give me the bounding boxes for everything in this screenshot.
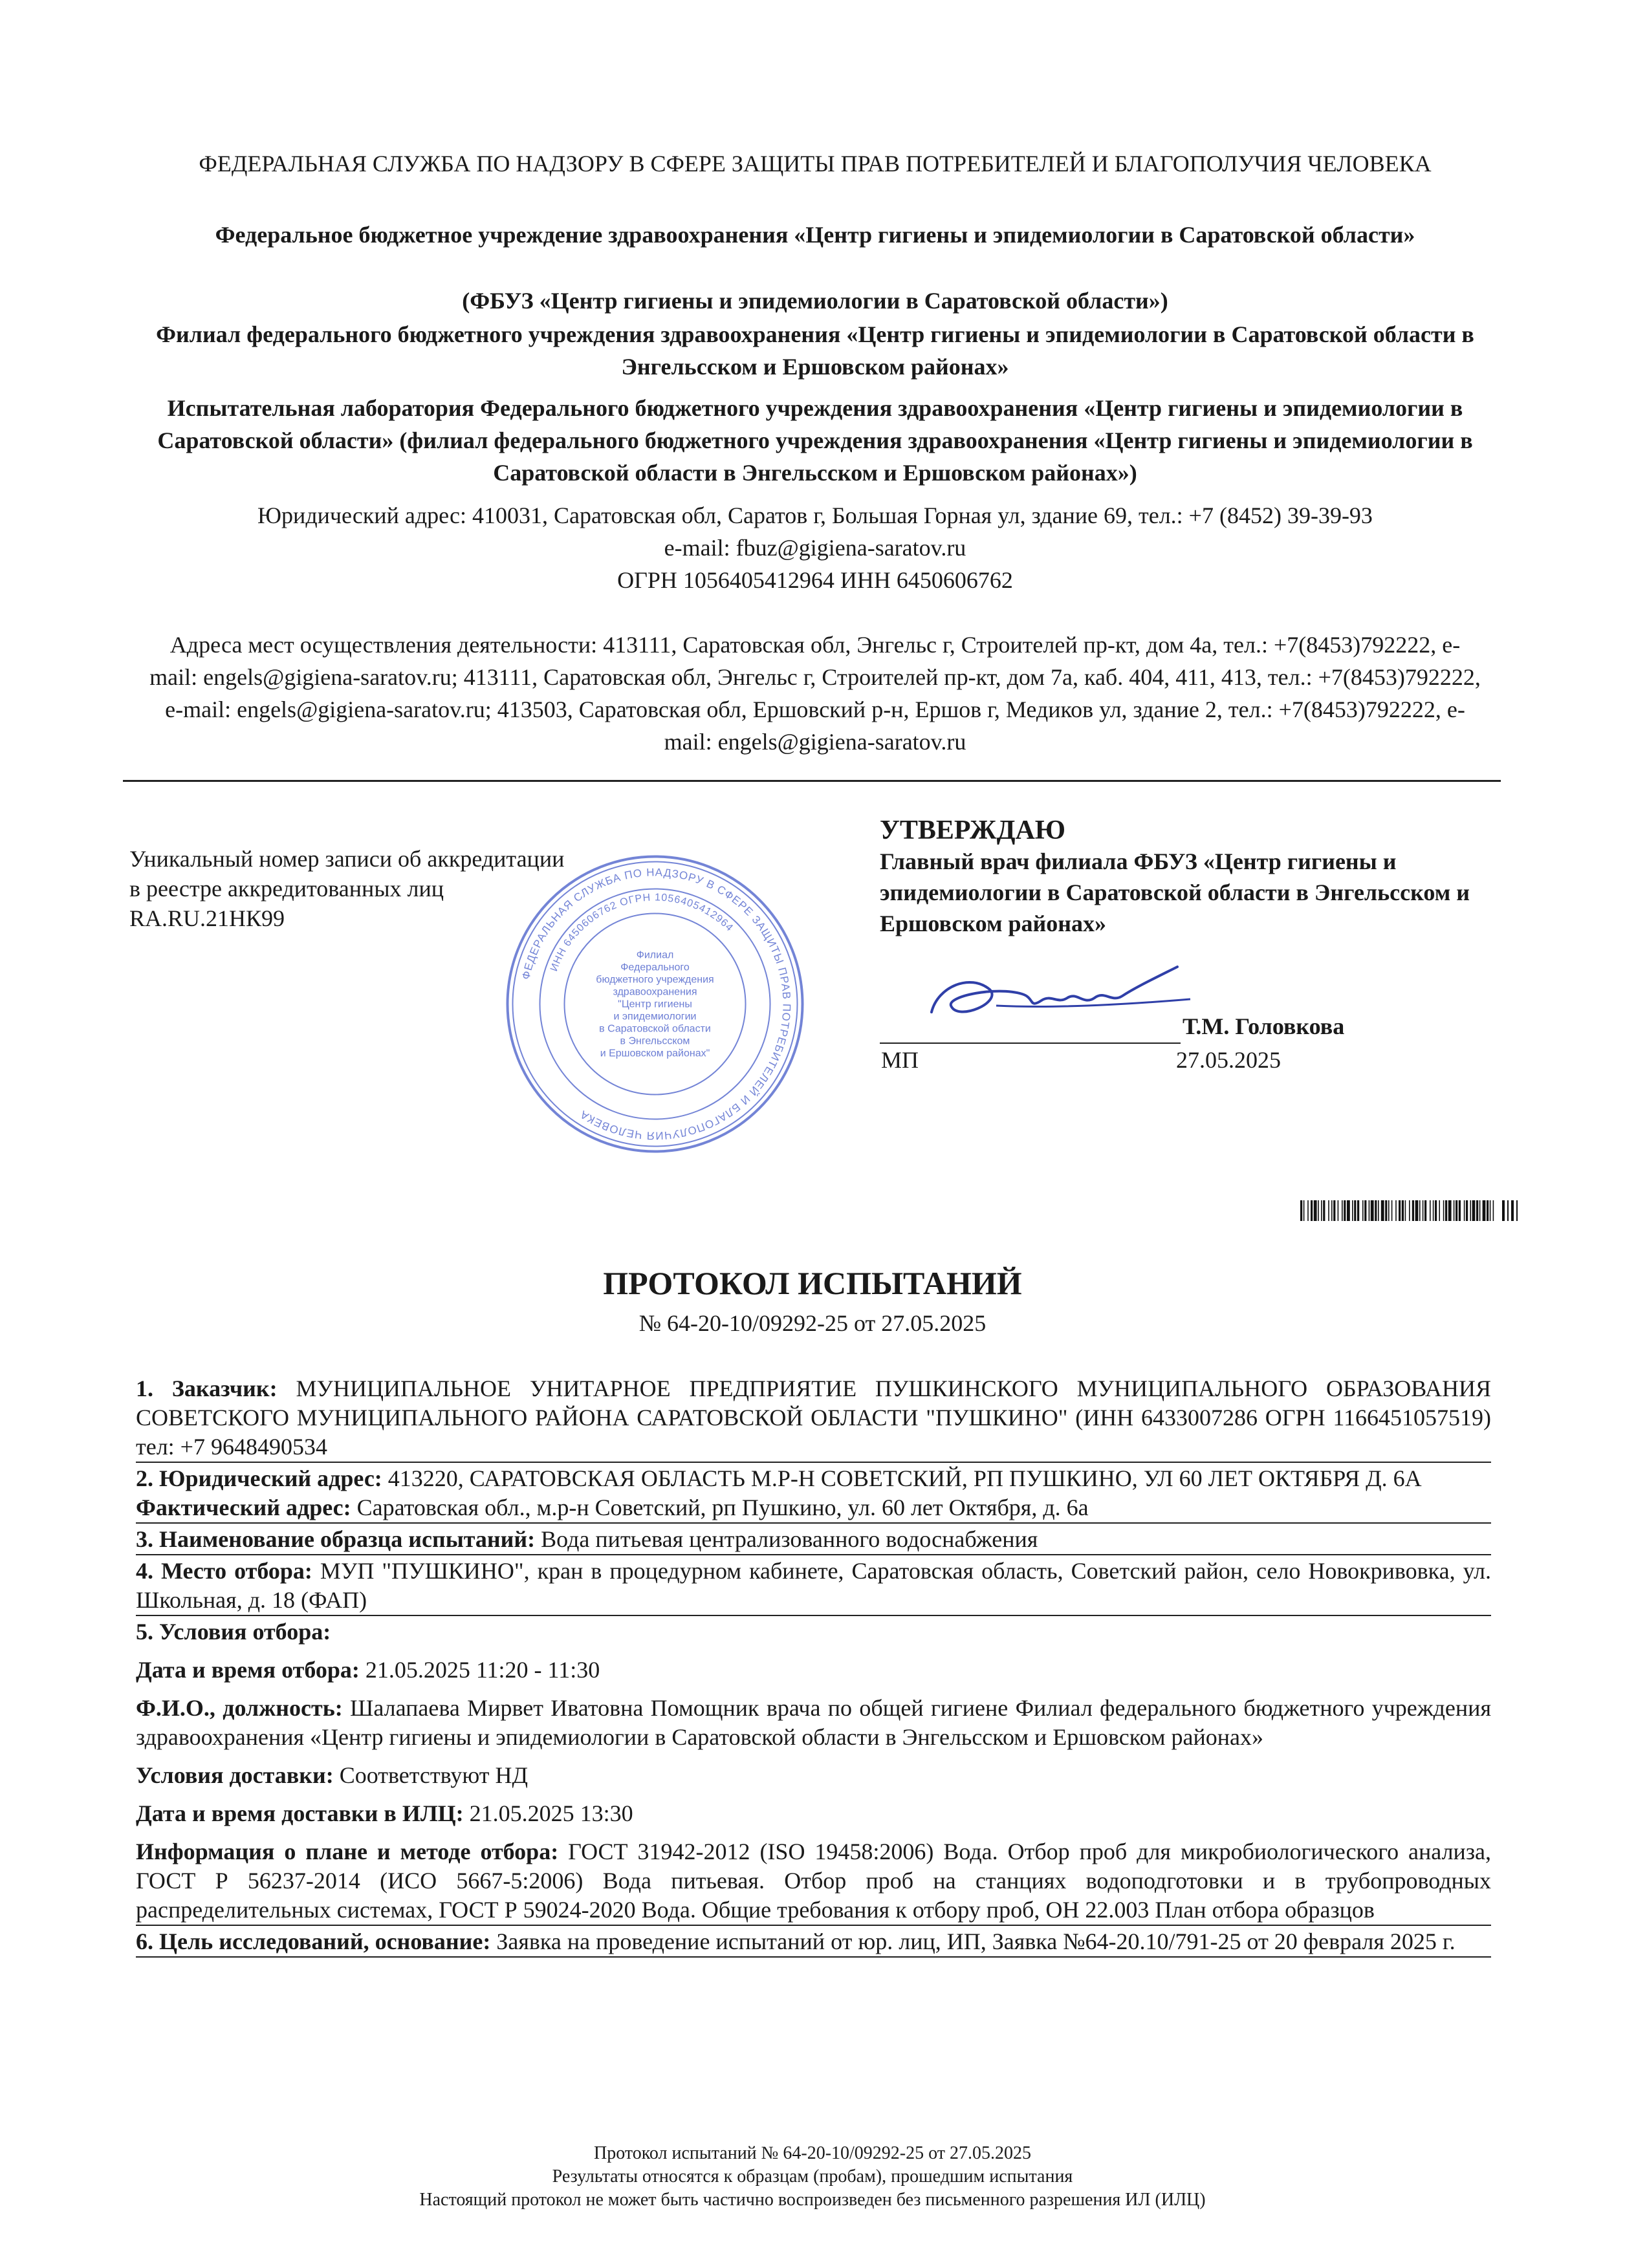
sample-name-section	[136, 1525, 1491, 1555]
barcode-bar	[1424, 1200, 1426, 1221]
accreditation-line-2: в реестре аккредитованных лиц	[129, 876, 444, 902]
actual-address-label: Фактический адрес:	[136, 1495, 351, 1520]
barcode-bar	[1331, 1200, 1333, 1221]
barcode-bar	[1456, 1200, 1457, 1221]
handwritten-signature	[919, 960, 1203, 1038]
delivery-conditions-value: Соответствуют НД	[339, 1762, 529, 1788]
barcode-bar	[1405, 1200, 1406, 1221]
activity-addresses: Адреса мест осуществления деятельности: 413111, Саратовская обл, Энгельс г, Строителей пр-кт, дом 4а, тел.: +7(8453)792222, e-mail: engels@gigiena-saratov.ru; 413111, Саратовская обл, Энгельс г, Строителей пр-кт, дом 7а, каб. 404, 411, 413, тел.: +7(8453)792222, e-mail: engels@gigiena-saratov.ru; 413503, Саратовская обл, Ершовский р-н, Ершов г, Медиков ул, здание 2, тел.: +7(8453)792222, e-mail: engels@gigiena-saratov.ru	[149, 632, 1481, 755]
signature-line	[880, 1042, 1181, 1044]
sampling-conditions-label: 5. Условия отбора:	[136, 1619, 331, 1645]
barcode-bar	[1443, 1200, 1445, 1221]
legal-address-label: 2. Юридический адрес:	[136, 1465, 382, 1491]
actual-address-section	[136, 1493, 1491, 1524]
accreditation-line-1: Уникальный номер записи об аккредитации	[129, 846, 565, 872]
sample-name-value: Вода питьевая централизованного водоснабжения	[541, 1526, 1038, 1552]
sampling-place-value: МУП "ПУШКИНО", кран в процедурном кабинете, Саратовская область, Советский район, село Новокривовка, ул. Школьная, д. 18 (ФАП)	[136, 1558, 1491, 1613]
lab-name: Испытательная лаборатория Федерального бюджетного учреждения здравоохранения «Центр гигиены и эпидемиологии в Саратовской области» (филиал федерального бюджетного учреждения здравоохранения «Центр гигиены и эпидемиологии в Саратовской области в Энгельсском и Ершовском районах»)	[157, 395, 1473, 486]
research-goal-value: Заявка на проведение испытаний от юр. лиц, ИП, Заявка №64-20.10/791-25 от 20 февраля 2025 г.	[496, 1928, 1456, 1954]
stamp-outer-text: ФЕДЕРАЛЬНАЯ СЛУЖБА ПО НАДЗОРУ В СФЕРЕ ЗАЩИТЫ ПРАВ ПОТРЕБИТЕЛЕЙ И БЛАГОПОЛУЧИЯ ЧЕЛОВЕКА	[519, 866, 793, 1142]
accreditation-block	[129, 844, 564, 933]
barcode-bar	[1399, 1200, 1401, 1221]
barcode-bar	[1476, 1200, 1478, 1221]
legal-address-section	[136, 1464, 1491, 1493]
stamp-center-line: бюджетного учреждения	[596, 974, 714, 986]
stamp-center-line: и Ершовском районах"	[600, 1048, 710, 1059]
barcode-bar	[1402, 1200, 1404, 1221]
barcode-bar	[1357, 1200, 1359, 1221]
barcode-bar	[1307, 1200, 1309, 1221]
stamp-center-line: Федерального	[620, 962, 690, 973]
barcode-bar	[1487, 1200, 1489, 1221]
delivery-conditions-label: Условия доставки:	[136, 1762, 334, 1788]
barcode-bar	[1311, 1200, 1313, 1221]
sampling-plan-label: Информация о плане и методе отбора:	[136, 1839, 559, 1864]
research-goal-label: 6. Цель исследований, основание:	[136, 1928, 491, 1954]
barcode-bar	[1502, 1200, 1505, 1221]
customer-value: МУНИЦИПАЛЬНОЕ УНИТАРНОЕ ПРЕДПРИЯТИЕ ПУШКИНСКОГО МУНИЦИПАЛЬНОГО ОБРАЗОВАНИЯ СОВЕТСКОГО МУНИЦИПАЛЬНОГО РАЙОНА САРАТОВСКОЙ ОБЛАСТИ "ПУШКИНО" (ИНН 6433007286 ОГРН 1166451057519) тел: +7 9648490534	[136, 1376, 1491, 1460]
sampling-place-section	[136, 1557, 1491, 1616]
approval-block	[880, 815, 1501, 939]
barcode-bar	[1454, 1200, 1455, 1221]
delivery-datetime-value: 21.05.2025 13:30	[469, 1800, 633, 1826]
barcode-bar	[1371, 1200, 1374, 1221]
sample-name-label: 3. Наименование образца испытаний:	[136, 1526, 536, 1552]
stamp-place-label: МП	[881, 1047, 919, 1073]
barcode-bar	[1314, 1200, 1317, 1221]
stamp-center-line: "Центр гигиены	[618, 999, 692, 1010]
barcode-bar	[1507, 1200, 1509, 1221]
barcode-bar	[1362, 1200, 1364, 1221]
barcode-bar	[1321, 1200, 1322, 1221]
barcode-bar	[1423, 1200, 1424, 1221]
footer-results-note: Результаты относятся к образцам (пробам), прошедшим испытания	[552, 2166, 1073, 2187]
sampler-label: Ф.И.О., должность:	[136, 1695, 343, 1721]
protocol-number: № 64-20-10/09292-25 от 27.05.2025	[638, 1310, 987, 1336]
barcode-bar	[1466, 1200, 1468, 1221]
barcode-bar	[1516, 1200, 1518, 1221]
barcode-bar	[1364, 1200, 1366, 1221]
sampler-row	[136, 1694, 1491, 1752]
approval-date: 27.05.2025	[1176, 1047, 1281, 1073]
footer-protocol-ref: Протокол испытаний № 64-20-10/09292-25 от 27.05.2025	[593, 2143, 1031, 2163]
barcode-bar	[1338, 1200, 1339, 1221]
approval-position: Главный врач филиала ФБУЗ «Центр гигиены и эпидемиологии в Саратовской области в Энгельсском и Ершовском районах»	[880, 848, 1470, 936]
legal-address: Юридический адрес: 410031, Саратовская обл, Саратов г, Большая Горная ул, здание 69, тел.: +7 (8452) 39-39-93	[257, 502, 1373, 528]
barcode-bar	[1415, 1200, 1419, 1221]
barcode-bar	[1439, 1200, 1440, 1221]
delivery-datetime-label: Дата и время доставки в ИЛЦ:	[136, 1800, 464, 1826]
barcode-bar	[1391, 1200, 1393, 1221]
actual-address-value: Саратовская обл., м.р-н Советский, рп Пушкино, ул. 60 лет Октября, д. 6а	[356, 1495, 1089, 1520]
customer-label: 1. Заказчик:	[136, 1376, 278, 1401]
stamp-center-line: здравоохранения	[613, 986, 697, 998]
sampling-place-label: 4. Место отбора:	[136, 1558, 312, 1584]
barcode-bar	[1381, 1200, 1384, 1221]
barcode-bar	[1333, 1200, 1335, 1221]
sampling-datetime-label: Дата и время отбора:	[136, 1657, 360, 1683]
barcode-bar	[1493, 1200, 1494, 1221]
barcode-bar	[1472, 1200, 1476, 1221]
organization-stamp	[501, 850, 809, 1158]
institution-name: Федеральное бюджетное учреждение здравоохранения «Центр гигиены и эпидемиологии в Саратовской области»	[215, 222, 1415, 248]
barcode-bar	[1303, 1200, 1305, 1221]
agency-name: ФЕДЕРАЛЬНАЯ СЛУЖБА ПО НАДЗОРУ В СФЕРЕ ЗАЩИТЫ ПРАВ ПОТРЕБИТЕЛЕЙ И БЛАГОПОЛУЧИЯ ЧЕЛОВЕКА	[199, 151, 1432, 177]
barcode-bar	[1328, 1200, 1329, 1221]
barcode-bar	[1448, 1200, 1452, 1221]
barcode-bar	[1342, 1200, 1343, 1221]
barcode-bar	[1412, 1200, 1414, 1221]
barcode-bar	[1435, 1200, 1437, 1221]
barcode-bar	[1323, 1200, 1325, 1221]
research-goal-section	[136, 1927, 1491, 1958]
barcode-bar	[1354, 1200, 1356, 1221]
header-email: e-mail: fbuz@gigiena-saratov.ru	[664, 535, 966, 561]
stamp-center-line: в Саратовской области	[599, 1023, 711, 1035]
stamp-center-line: в Энгельсском	[620, 1035, 690, 1047]
accreditation-number: RA.RU.21НК99	[129, 905, 285, 931]
barcode-bar	[1300, 1200, 1302, 1221]
barcode-bar	[1433, 1200, 1434, 1221]
stamp-center-line: и эпидемиологии	[613, 1011, 697, 1022]
barcode-bar	[1352, 1200, 1353, 1221]
barcode-bar	[1490, 1200, 1491, 1221]
approver-name: Т.М. Головкова	[1183, 1013, 1345, 1039]
barcode-bar	[1479, 1200, 1481, 1221]
sampling-conditions-section	[136, 1617, 1491, 1647]
branch-name: Филиал федерального бюджетного учреждения здравоохранения «Центр гигиены и эпидемиологии в Саратовской области в Энгельсском и Ершовском районах»	[156, 321, 1474, 380]
barcode-bar	[1347, 1200, 1350, 1221]
delivery-conditions-row	[136, 1761, 1491, 1790]
protocol-title: ПРОТОКОЛ ИСПЫТАНИЙ	[603, 1265, 1022, 1301]
barcode-bar	[1388, 1200, 1390, 1221]
barcode-bar	[1375, 1200, 1377, 1221]
customer-section	[136, 1374, 1491, 1463]
barcode-bar	[1318, 1200, 1319, 1221]
stamp-ring-text: ИНН 6450606762 ОГРН 1056405412964	[549, 892, 736, 973]
barcode-bar	[1445, 1200, 1447, 1221]
barcode-bar	[1344, 1200, 1346, 1221]
barcode-bar	[1409, 1200, 1410, 1221]
sampler-value: Шалапаева Мирвет Иватовна Помощник врача по общей гигиене Филиал федерального бюджетного учреждения здравоохранения «Центр гигиены и эпидемиологии в Саратовской области в Энгельсском и Ершовском районах»	[136, 1695, 1491, 1750]
delivery-datetime-row	[136, 1799, 1491, 1828]
protocol-fields	[136, 1374, 1491, 1959]
institution-short-name: (ФБУЗ «Центр гигиены и эпидемиологии в Саратовской области»)	[462, 288, 1168, 314]
barcode-bar	[1378, 1200, 1379, 1221]
barcode-bar	[1511, 1200, 1514, 1221]
header-divider	[123, 780, 1501, 782]
sampling-datetime-row	[136, 1656, 1491, 1685]
sampling-plan-value: ГОСТ 31942-2012 (ISO 19458:2006) Вода. Отбор проб для микробиологического анализа, ГОСТ Р 56237-2014 (ИСО 5667-5:2006) Вода питьевая. Отбор проб на станциях водоподготовки и в трубопроводных распределительных системах, ГОСТ Р 59024-2020 Вода. Общие требования к отбору проб, ОН 22.003 План отбора образцов	[136, 1839, 1492, 1923]
barcode-bar	[1459, 1200, 1461, 1221]
barcode-bar	[1369, 1200, 1370, 1221]
barcode-bar	[1385, 1200, 1387, 1221]
sampling-plan-row	[136, 1837, 1491, 1926]
barcode-bar	[1419, 1200, 1421, 1221]
stamp-center-text	[596, 950, 714, 1059]
approval-title: УТВЕРЖДАЮ	[880, 815, 1066, 845]
barcode-bar	[1430, 1200, 1431, 1221]
barcode-bar	[1483, 1200, 1486, 1221]
page-footer	[0, 2142, 1625, 2212]
barcode-bar	[1464, 1200, 1465, 1221]
header-ogrn: ОГРН 1056405412964 ИНН 6450606762	[617, 567, 1013, 593]
barcode-bar	[1395, 1200, 1397, 1221]
legal-address-value: 413220, САРАТОВСКАЯ ОБЛАСТЬ М.Р-Н СОВЕТСКИЙ, РП ПУШКИНО, УЛ 60 ЛЕТ ОКТЯБРЯ Д. 6А	[387, 1465, 1422, 1491]
barcode	[1300, 1200, 1520, 1221]
footer-copy-note: Настоящий протокол не может быть частично воспроизведен без письменного разрешения ИЛ (ИЛЦ)	[419, 2190, 1206, 2210]
stamp-center-line: Филиал	[636, 949, 674, 961]
sampling-datetime-value: 21.05.2025 11:20 - 11:30	[365, 1657, 600, 1683]
barcode-bar	[1470, 1200, 1471, 1221]
